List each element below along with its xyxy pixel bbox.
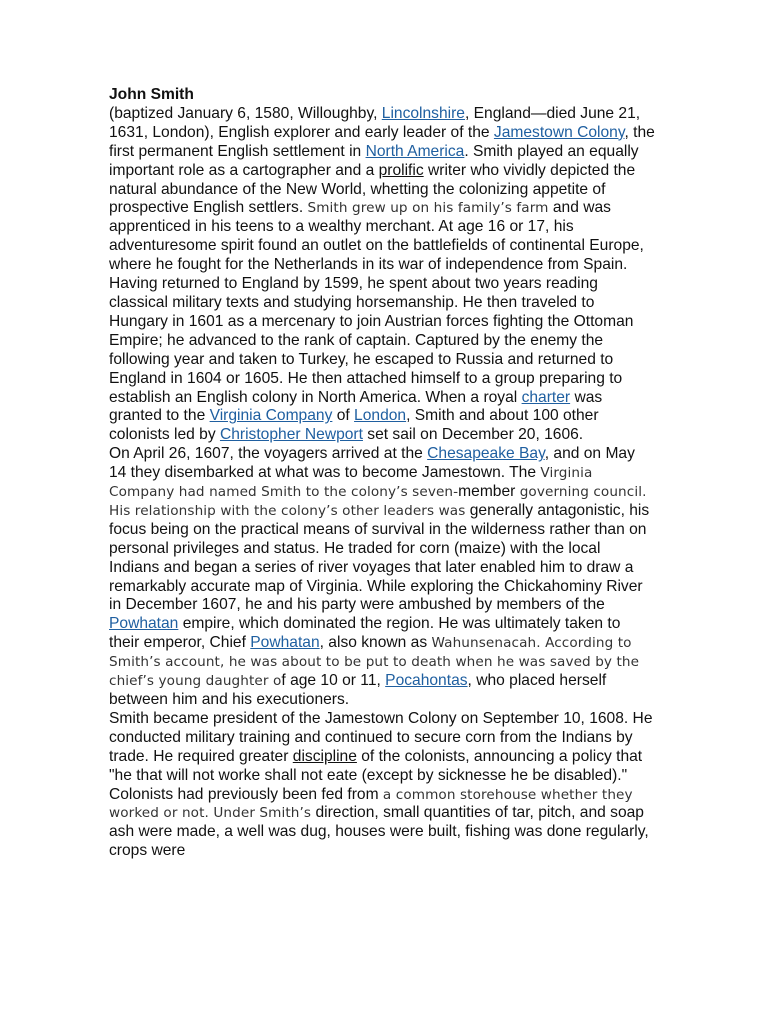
text-segment: , the first permanent English settlement in (109, 123, 655, 160)
underlined-word-prolific: prolific (378, 161, 424, 179)
link-christopher-newport[interactable]: Christopher Newport (219, 426, 363, 444)
paragraph-1 (109, 105, 655, 445)
text-segment: direction, small quantities of tar, pitch, and soap ash were made, a well was dug, houses were built, fishing was done regularly, crops were (109, 804, 649, 860)
text-segment: , who placed herself between him and his executioners. (109, 672, 607, 708)
text-segment: was granted to the (109, 388, 603, 425)
text-segment-alt: Smith grew up on his family’s farm (307, 200, 549, 217)
underlined-word-discipline: discipline (292, 747, 357, 765)
text-segment-alt: governing council. His relationship with the colony’s other leaders was (109, 484, 647, 519)
text-segment: , also known as (319, 634, 432, 652)
link-chesapeake-bay[interactable]: Chesapeake Bay (427, 445, 545, 463)
text-segment: of (332, 407, 355, 425)
article-title: John Smith (109, 86, 194, 103)
text-segment: On April 26, 1607, the voyagers arrived at the (109, 445, 428, 463)
text-segment: , Smith and about 100 other colonists led by (109, 407, 599, 444)
text-segment: writer who vividly depicted the natural abundance of the New World, whetting the colonizing appetite of prospective English settlers. (109, 161, 636, 217)
text-segment: and was apprenticed in his teens to a wealthy merchant. At age 16 or 17, his adventuresome spirit found an outlet on the battlefields of continental Europe, where he fought for the Netherlands in its war of independence from Spain. Having returned to England by 1599, he spent about two years reading classical military texts and studying horsemanship. He then traveled to Hungary in 1601 as a mercenary to join Austrian forces fighting the Ottoman Empire; he advanced to the rank of captain. Captured by the enemy the following year and taken to Turkey, he escaped to Russia and returned to England in 1604 or 1605. He then attached himself to a group preparing to establish an English colony in North America. When a royal (109, 199, 644, 406)
link-pocahontas[interactable]: Pocahontas (385, 672, 468, 690)
text-segment: Smith became president of the Jamestown Colony on September 10, 1608. He conducted military training and continued to secure corn from the Indians by trade. He required greater (109, 709, 653, 765)
link-north-america[interactable]: North America (365, 142, 465, 160)
text-segment: of the colonists, announcing a policy that "he that will not worke shall not eate (except by sicknesse he be disabled)." Colonists had previously been fed from (109, 747, 643, 803)
text-segment-alt: Virginia Company had named Smith to the colony’s seven- (109, 465, 593, 501)
link-jamestown-colony[interactable]: Jamestown Colony (493, 123, 625, 141)
text-segment: , England—died June 21, 1631, London), English explorer and early leader of the (109, 104, 641, 141)
link-virginia-company[interactable]: Virginia Company (209, 407, 333, 425)
link-powhatan-empire[interactable]: Powhatan (109, 615, 179, 633)
link-lincolnshire[interactable]: Lincolnshire (381, 104, 465, 122)
link-charter[interactable]: charter (521, 388, 571, 406)
link-london[interactable]: London (354, 407, 407, 425)
text-segment: empire, which dominated the region. He was ultimately taken to their emperor, Chief (109, 615, 621, 652)
text-segment: generally antagonistic, his focus being on the practical means of survival in the wilderness rather than on personal privileges and status. He traded for corn (maize) with the local Indians and began a series of river voyages that later enabled him to draw a remarkably accurate map of Virginia. While exploring the Chickahominy River in December 1607, he and his party were ambushed by members of the (109, 501, 650, 614)
article (109, 86, 655, 861)
text-segment-alt: Wahunsenacah. According to Smith’s account, he was about to be put to death when he was saved by the chief’s young daughter o (109, 635, 640, 690)
text-segment: , and on May 14 they disembarked at what was to become Jamestown. The (109, 445, 635, 482)
link-chief-powhatan[interactable]: Powhatan (250, 634, 320, 652)
text-segment: set sail on December 20, 1606. (362, 426, 584, 444)
text-segment: f age 10 or 11, (281, 672, 386, 690)
text-segment: (baptized January 6, 1580, Willoughby, (109, 104, 382, 122)
text-segment: . Smith played an equally important role as a cartographer and a (109, 142, 639, 179)
text-segment: member (458, 483, 520, 501)
text-segment-alt: a common storehouse whether they worked or not. Under Smith’s (109, 786, 633, 822)
paragraph-3 (109, 710, 655, 861)
paragraph-2 (109, 445, 655, 710)
